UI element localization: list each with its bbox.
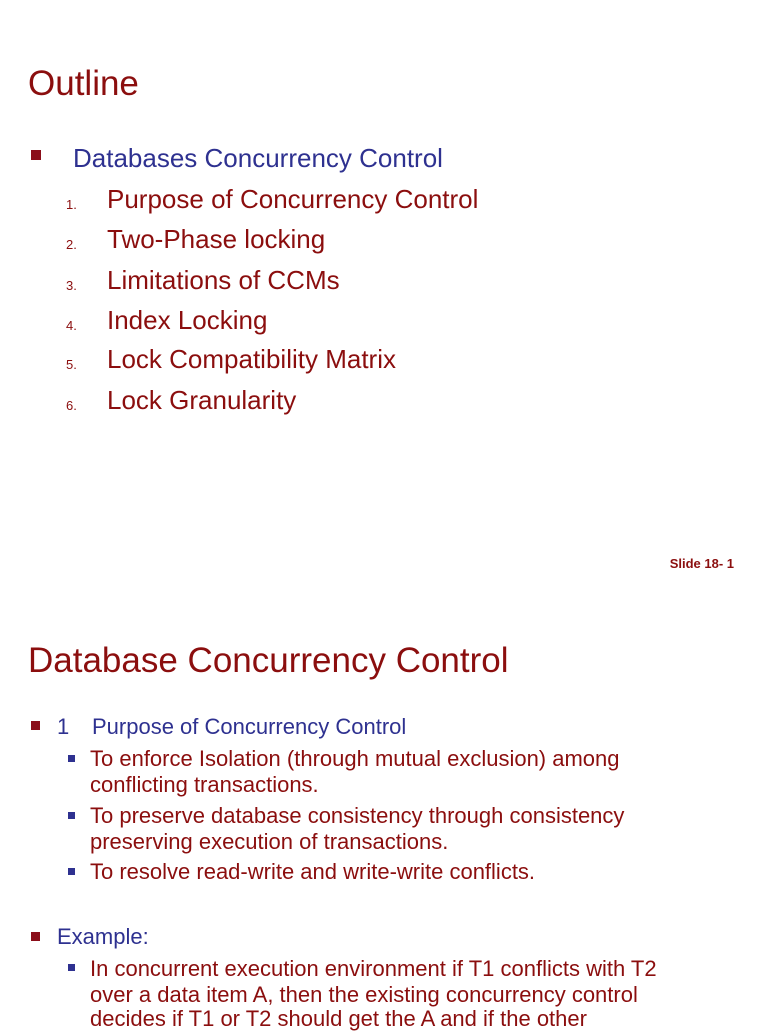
outline-item-number: 3. <box>66 278 77 293</box>
section-heading: Purpose of Concurrency Control <box>92 714 407 739</box>
outline-item-text: Index Locking <box>107 305 268 335</box>
sub-bullet-icon <box>68 812 75 819</box>
outline-item <box>0 343 768 383</box>
outline-item-text: Limitations of CCMs <box>107 265 340 295</box>
sub-bullet-line: To enforce Isolation (through mutual exclusion) among <box>90 746 620 771</box>
outline-item <box>0 264 768 304</box>
outline-main-bullet: Databases Concurrency Control <box>73 143 443 173</box>
sub-bullet-icon <box>68 868 75 875</box>
outline-item-number: 6. <box>66 398 77 413</box>
outline-item-text: Lock Compatibility Matrix <box>107 344 396 374</box>
outline-item-number: 4. <box>66 318 77 333</box>
sub-bullet-line: To preserve database consistency through consistency <box>90 803 625 828</box>
example-heading: Example: <box>57 924 149 949</box>
bullet-square-icon <box>31 932 40 941</box>
outline-item <box>0 183 768 223</box>
example-line: decides if T1 or T2 should get the A and if the other <box>90 1006 587 1031</box>
outline-item-number: 5. <box>66 357 77 372</box>
slide-title: Outline <box>28 64 139 103</box>
sub-bullet-line: To resolve read-write and write-write conflicts. <box>90 859 536 884</box>
outline-item <box>0 223 768 263</box>
example-line: over a data item A, then the existing concurrency control <box>90 982 638 1007</box>
sub-bullet-line: conflicting transactions. <box>90 772 319 797</box>
outline-item-text: Purpose of Concurrency Control <box>107 184 479 214</box>
outline-item-number: 2. <box>66 237 77 252</box>
outline-item <box>0 304 768 344</box>
slide-number: Slide 18- 1 <box>669 556 734 571</box>
outline-item-number: 1. <box>66 197 77 212</box>
sub-bullet-icon <box>68 755 75 762</box>
sub-bullet-line: preserving execution of transactions. <box>90 829 449 854</box>
outline-item <box>0 384 768 424</box>
sub-bullet-icon <box>68 964 75 971</box>
slide-title: Database Concurrency Control <box>28 641 509 680</box>
slide-concurrency-control <box>0 600 768 1031</box>
outline-item-text: Lock Granularity <box>107 385 297 415</box>
bullet-square-icon <box>31 721 40 730</box>
outline-item-text: Two-Phase locking <box>107 224 326 254</box>
example-line: In concurrent execution environment if T1 conflicts with T2 <box>90 956 657 981</box>
bullet-square-icon <box>31 150 41 160</box>
section-number: 1 <box>57 714 70 739</box>
